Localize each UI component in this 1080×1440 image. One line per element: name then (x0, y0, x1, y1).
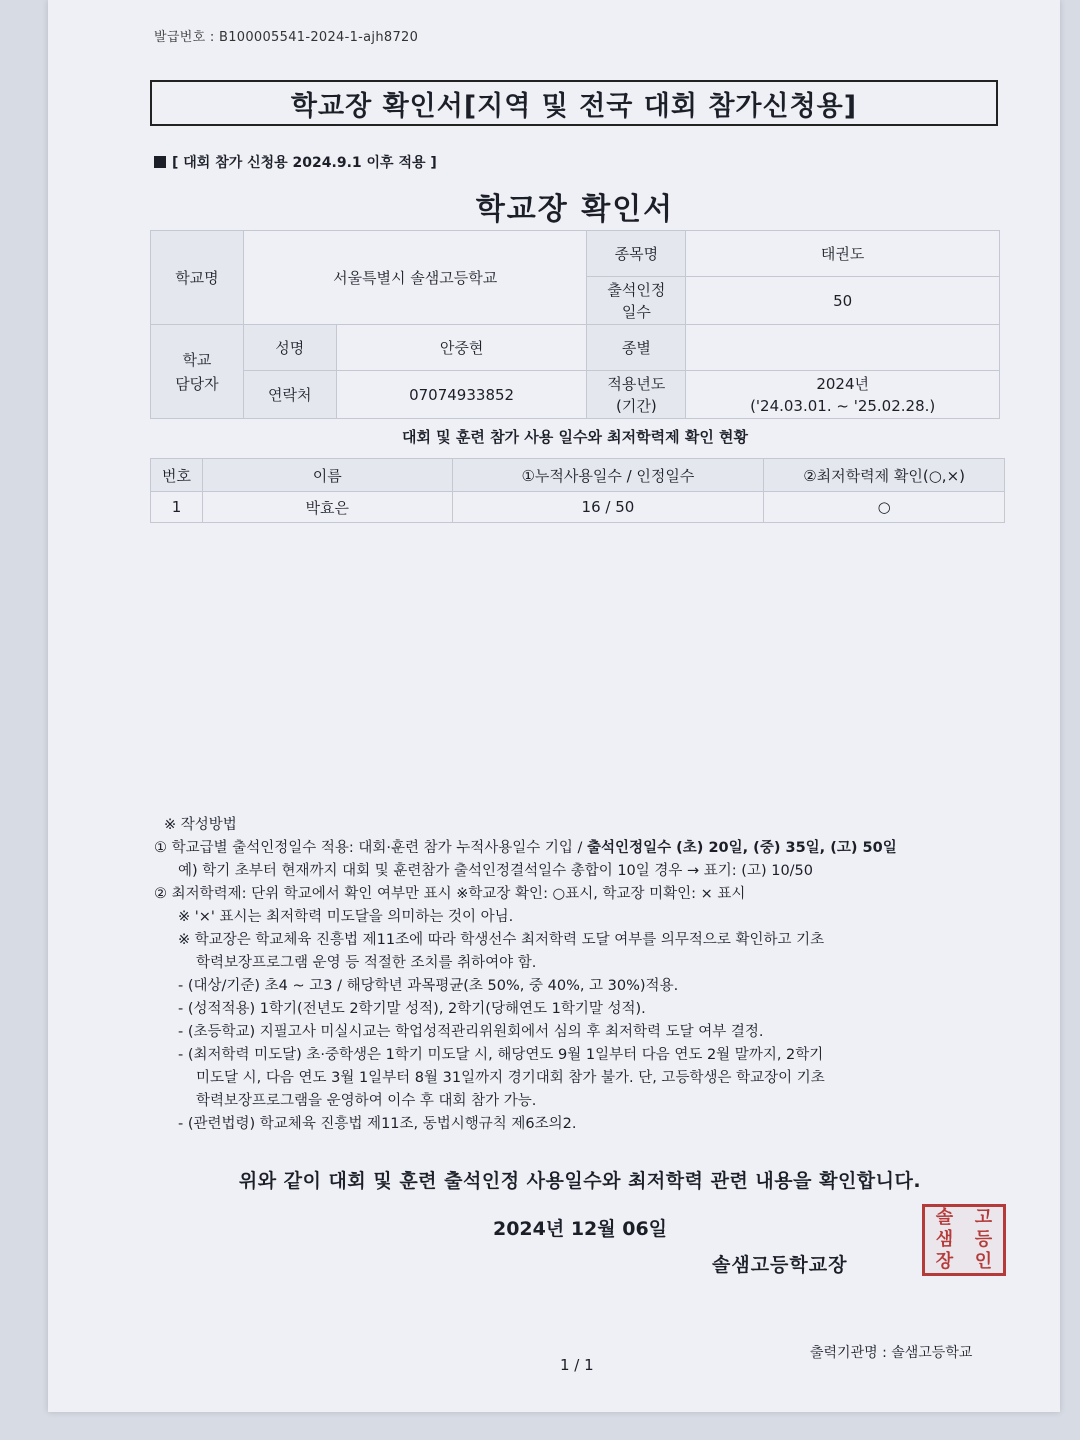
seal-char: 장 (935, 1251, 954, 1272)
issue-number: 발급번호 : B100005541-2024-1-ajh8720 (154, 30, 419, 45)
method-line-12: 학력보장프로그램을 운영하여 이수 후 대회 참가 가능. (196, 1093, 537, 1109)
method-line-1b: 출석인정일수 (초) 20일, (중) 35일, (고) 50일 (587, 840, 897, 856)
period-value: 2024년 ('24.03.01. ~ '25.02.28.) (686, 371, 1000, 419)
usage-table (150, 458, 1005, 523)
method-line-6: 학력보장프로그램 운영 등 적절한 조치를 취하여야 함. (196, 955, 537, 971)
section-title: 대회 및 훈련 참가 사용 일수와 최저학력제 확인 현황 (401, 428, 749, 446)
gender-label: 종별 (587, 325, 686, 371)
school-label: 학교명 (151, 231, 244, 325)
contact-value: 07074933852 (336, 371, 587, 419)
attendance-value: 50 (686, 277, 1000, 325)
issuer-name: 출력기관명 : 솔샘고등학교 (810, 1345, 973, 1361)
contact-label: 연락처 (243, 371, 336, 419)
method-line-7: - (대상/기준) 초4 ~ 고3 / 해당학년 과목평균(초 50%, 중 40%, 고 30%)적용. (178, 978, 679, 994)
method-line-1 (154, 837, 1014, 860)
col-header-name: 이름 (202, 459, 452, 492)
page-number: 1 / 1 (560, 1356, 594, 1374)
method-line-1a: ① 학교급별 출석인정일수 적용: 대회·훈련 참가 누적사용일수 기입 / (154, 840, 588, 856)
school-value: 서울특별시 솔샘고등학교 (243, 231, 587, 325)
method-line-13: - (관련법령) 학교체육 진흥법 제11조, 동법시행규칙 제6조의2. (178, 1116, 577, 1132)
method-line-5: ※ 학교장은 학교체육 진흥법 제11조에 따라 학생선수 최저학력 도달 여부를 의무적으로 확인하고 기초 (178, 932, 825, 948)
cell-days: 16 / 50 (452, 492, 764, 523)
cell-number: 1 (151, 492, 203, 523)
seal-char: 솔 (935, 1207, 954, 1228)
manager-label: 학교 담당자 (151, 325, 244, 419)
sport-value: 태권도 (686, 231, 1000, 277)
cell-check: ○ (764, 492, 1005, 523)
method-line-3: ② 최저학력제: 단위 학교에서 확인 여부만 표시 ※학교장 확인: ○표시, 학교장 미확인: × 표시 (154, 886, 746, 902)
method-line-8: - (성적적용) 1학기(전년도 2학기말 성적), 2학기(당해연도 1학기말 성적). (178, 1001, 646, 1017)
name-value: 안중현 (336, 325, 587, 371)
seal-char: 샘 (935, 1229, 954, 1250)
square-bullet-icon (154, 156, 166, 168)
method-line-10: - (최저학력 미도달) 초·중학생은 1학기 미도달 시, 해당연도 9월 1일부터 다음 연도 2월 말까지, 2학기 (178, 1047, 824, 1063)
seal-char: 등 (974, 1229, 993, 1250)
name-label: 성명 (243, 325, 336, 371)
attendance-label: 출석인정 일수 (587, 277, 686, 325)
notice-line (154, 152, 437, 172)
method-line-4: ※ '×' 표시는 최저학력 미도달을 의미하는 것이 아님. (178, 909, 514, 925)
principal-name: 솔샘고등학교장 (712, 1254, 848, 1276)
seal-char: 인 (974, 1251, 993, 1272)
method-line-9: - (초등학교) 지필고사 미실시교는 학업성적관리위원회에서 심의 후 최저학력 도달 여부 결정. (178, 1024, 764, 1040)
col-header-number: 번호 (151, 459, 203, 492)
notice-text: [ 대회 참가 신청용 2024.9.1 이후 적용 ] (172, 155, 437, 171)
issue-date: 2024년 12월 06일 (492, 1218, 668, 1240)
method-line-11: 미도달 시, 다음 연도 3월 1일부터 8월 31일까지 경기대회 참가 불가. 단, 고등학생은 학교장이 기초 (196, 1070, 825, 1086)
writing-method (154, 814, 1014, 1136)
table-row (151, 492, 1005, 523)
header-title: 학교장 확인서[지역 및 전국 대회 참가신청용] (150, 80, 998, 126)
col-header-check: ②최저학력제 확인(○,×) (764, 459, 1005, 492)
cell-name: 박효은 (202, 492, 452, 523)
info-table (150, 230, 1000, 419)
school-seal-stamp (922, 1204, 1006, 1276)
period-label: 적용년도 (기간) (587, 371, 686, 419)
gender-value (686, 325, 1000, 371)
confirm-statement: 위와 같이 대회 및 훈련 출석인정 사용일수와 최저학력 관련 내용을 확인합니다. (238, 1170, 922, 1192)
document-title: 학교장 확인서 (475, 192, 675, 227)
seal-char: 고 (974, 1207, 993, 1228)
method-heading: ※ 작성방법 (164, 817, 237, 833)
col-header-days: ①누적사용일수 / 인정일수 (452, 459, 764, 492)
method-line-2: 예) 학기 초부터 현재까지 대회 및 훈련참가 출석인정결석일수 총합이 10일 경우 → 표기: (고) 10/50 (178, 863, 814, 879)
sport-label: 종목명 (587, 231, 686, 277)
